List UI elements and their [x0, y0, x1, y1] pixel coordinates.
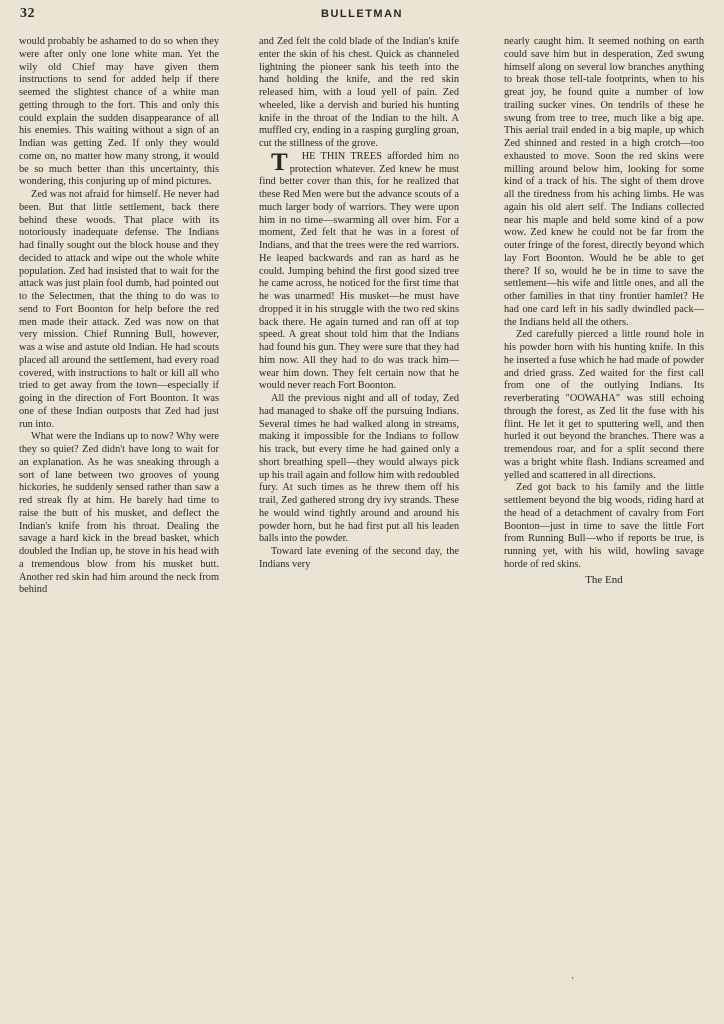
paragraph: Toward late evening of the second day, the Indians very	[259, 546, 459, 570]
page-number: 32	[20, 6, 35, 21]
section-lead-in: HE THIN TREES	[301, 150, 382, 162]
paragraph: Zed got back to his family and the little settlement beyond the big woods, riding hard at the head of a detachment of cavalry from Fort Boonton—just in time to save the little Fort from Running Bull—who if reports be true, is running yet, with his wild, howling savage horde of red skins.	[504, 482, 704, 570]
paragraph: Zed was not afraid for himself. He never had been. But that little settlement, back there behind these woods. That place with its notoriously inadequate defense. The Indians had finally sought out the block house and they decided to attack and wipe out the whole white population. Zed had insisted that to wait for the attack was just plain fool dumb, had pointed out to the Selectmen, that the thing to do was to send to Fort Boonton for help before the red men made their attack. Zed was now on that very mission. Chief Running Bull, however, was a wise and astute old Indian. He had scouts placed all around the settlement, had every road covered, with instructions to halt or kill all who tried to get away from the town—especially if going in the direction of Fort Boonton. It was one of these Indian outposts that Zed had just run into.	[19, 189, 219, 430]
paragraph: and Zed felt the cold blade of the Indian's knife enter the skin of his chest. Quick as channeled lightning the pioneer sank his teeth into the hand holding the knife, and the red skin released him, with a loud yell of pain. Zed wheeled, like a dervish and buried his hunting knife in the throat of the Indian to the hilt. A muffled cry, ending in a rasping gurgling groan, cut the stillness of the grove.	[259, 36, 459, 149]
stray-print-mark: ’	[571, 976, 575, 987]
page-header	[0, 6, 724, 24]
paragraph: All the previous night and all of today, Zed had managed to shake off the pursuing Indians. Several times he had walked along in streams, making it impossible for the Indians to follow his track, but every time he had gained only a short breathing spell—they would always pick up his trail again and follow him with redoubled fury. At such times as he threw them off his trail, Zed gathered strong dry ivy strands. These he would wind tightly around and around his powder horn, but he had first put all his leaden balls into the powder.	[259, 393, 459, 545]
paragraph: Zed carefully pierced a little round hole in his powder horn with his hunting knife. In this he inserted a fuse which he had made of powder and dried grass. Zed waited for the first call from one of the outlying Indians. Its reverberating "OOWAHA" was still echoing through the forest, as Zed lit the fuse with his flint. He let it get to sputtering well, and then hurled it out beyond the branches. There was a tremendous roar, and for a split second there was a bright white flash. Indians screamed and yelled and scattered in all directions.	[504, 329, 704, 481]
text-column-2	[259, 36, 459, 966]
text-column-3	[504, 36, 704, 996]
story-end-marker: The End	[585, 573, 623, 586]
text-column-1	[19, 36, 219, 1014]
running-title: BULLETMAN	[321, 8, 403, 20]
paragraph: What were the Indians up to now? Why were they so quiet? Zed didn't have long to wait for an explanation. As he was sneaking through a sort of lane between two grooves of young hickories, he suddenly sensed rather than saw a red streak fly at him. He barely had time to raise the butt of his musket, and deflect the Indian's knife from his throat. Dealing the savage a hard kick in the bread basket, which doubled the Indian up, he stove in his head with a tremendous blow from his musket butt. Another red skin had him around the neck from behind	[19, 431, 219, 596]
paragraph: would probably be ashamed to do so when they were after only one lone white man. Yet the wily old Chief may have given them instructions to send for added help if there seemed the slightest chance of a white man getting through to the fort. This and only this could explain the sudden disappearance of all his enemies. This waiting without a sign of an Indian was getting Zed. If only they would come on, no matter how many strong, it would be so much better than this uncertainty, this wondering, this conjuring up of mind pictures.	[19, 36, 219, 188]
paragraph-text: afforded him no protection whatever. Zed knew he must find better cover than this, for he realized that these Red Men were but the advance scouts of a much larger body of warriors. They were upon him in no time—swarming all over him. For a moment, Zed felt that he was in a forest of Indians, and that the trees were the red warriors. He leaped backwards and ran as hard as he could. Jumping behind the first good sized tree he came across, he noticed for the first time that he was unarmed! His musket—he must have dropped it in his struggle with the two red skins back there. He again turned and ran off at top speed. A great shout told him that the Indians had found his gun. They were sure that they had him now. All they had to do was track him—wear him down. They felt certain now that he would never reach Fort Boonton.	[259, 150, 459, 392]
paragraph: nearly caught him. It seemed nothing on earth could save him but in desperation, Zed swung himself along on several low branches anything to break those tell-tale footprints, when to his great joy, he found quite a number of low trailing sucker vines. On tendrils of these he swung from tree to tree, much like a big ape. This aerial trail ended in a big maple, up which Zed shinned and rested in a high crotch—too exhausted to move. Soon the red skins were milling around below him, looking for some kind of a track of his. The sight of them drove all the tiredness from his aching limbs. He was again his old alert self. The Indians collected near his maple and held some kind of a pow wow. Zed knew he could not be far from the outer fringe of the forest, directly beyond which lay Fort Boonton. Would he be able to get there? If so, would he be in time to save the settlement—his wife and little ones, and all the other families in that tiny frontier hamlet? He had one card left in his sadly dwindled pack—the Indians held all the others.	[504, 36, 704, 328]
section-opening-paragraph	[259, 148, 459, 393]
drop-cap: T	[271, 148, 288, 176]
